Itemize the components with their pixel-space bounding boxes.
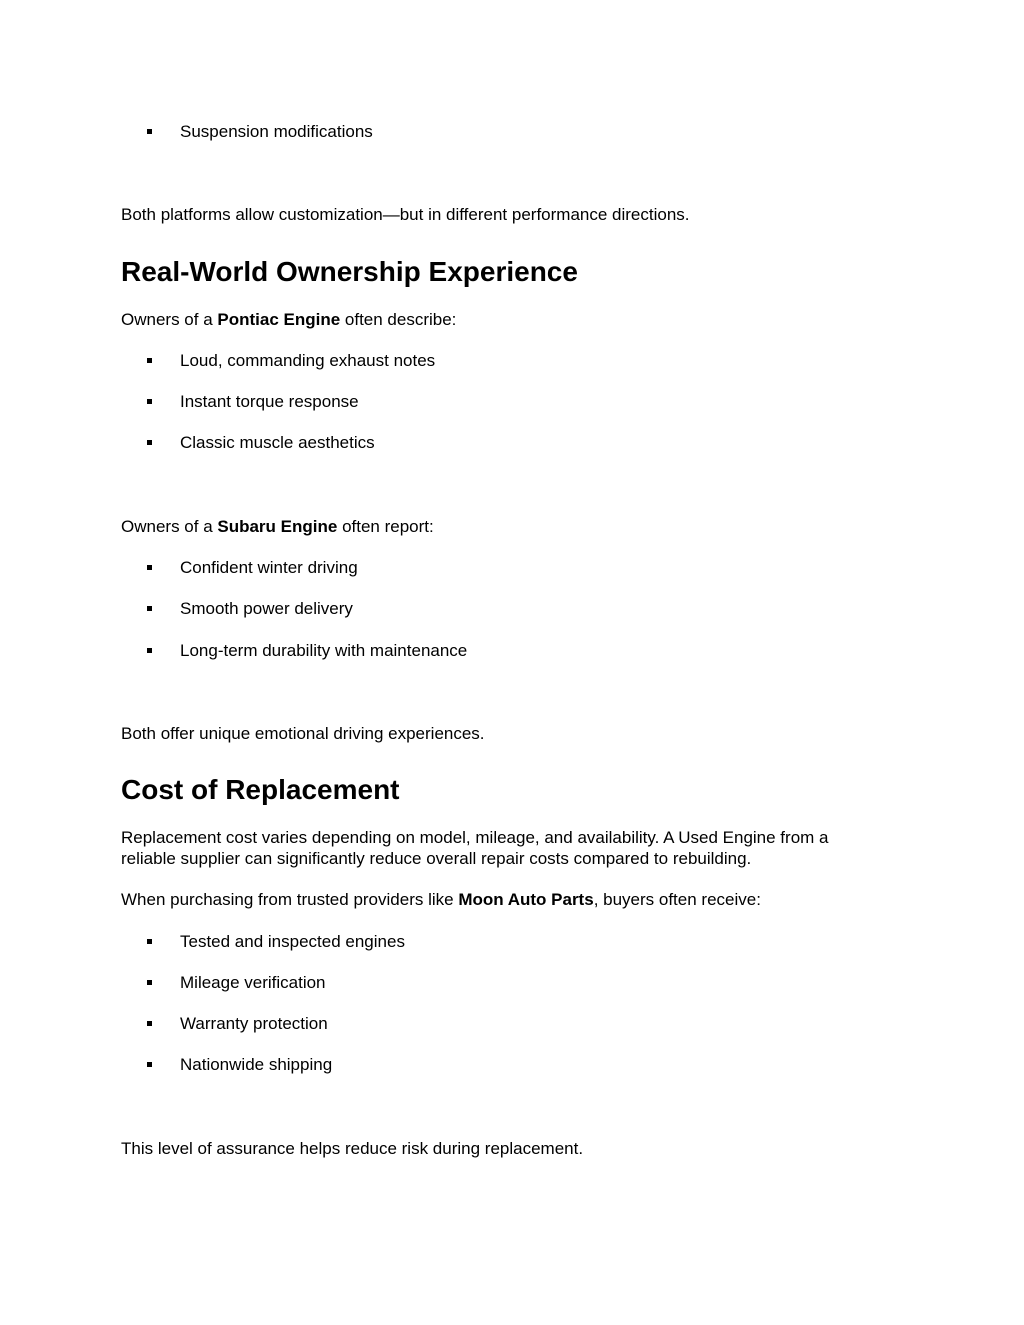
bullet-icon: [147, 399, 152, 404]
bullet-icon: [147, 980, 152, 985]
bullet-icon: [147, 1062, 152, 1067]
bullet-icon: [147, 939, 152, 944]
list-item: Warranty protection: [147, 1013, 328, 1034]
paragraph: reliable supplier can significantly reduce overall repair costs compared to rebuilding.: [121, 849, 752, 868]
paragraph: This level of assurance helps reduce risk during replacement.: [121, 1139, 584, 1158]
paragraph: Owners of a Subaru Engine often report:: [121, 517, 434, 536]
paragraph: Both platforms allow customization—but in different performance directions.: [121, 205, 690, 224]
list-item: Confident winter driving: [147, 557, 358, 578]
paragraph: When purchasing from trusted providers like Moon Auto Parts, buyers often receive:: [121, 890, 761, 909]
list-item: Tested and inspected engines: [147, 931, 405, 952]
list-item: Mileage verification: [147, 972, 326, 993]
list-item: Suspension modifications: [147, 121, 373, 142]
bullet-icon: [147, 1021, 152, 1026]
list-item: Loud, commanding exhaust notes: [147, 350, 435, 371]
bullet-icon: [147, 606, 152, 611]
paragraph: Replacement cost varies depending on model, mileage, and availability. A Used Engine from a: [121, 828, 829, 847]
section-heading: Real-World Ownership Experience: [121, 256, 578, 287]
bullet-icon: [147, 129, 152, 134]
bullet-icon: [147, 440, 152, 445]
list-item: Long-term durability with maintenance: [147, 640, 467, 661]
bullet-icon: [147, 358, 152, 363]
bullet-icon: [147, 648, 152, 653]
list-item: Nationwide shipping: [147, 1054, 332, 1075]
paragraph: Both offer unique emotional driving experiences.: [121, 724, 485, 743]
list-item: Classic muscle aesthetics: [147, 432, 375, 453]
bullet-icon: [147, 565, 152, 570]
paragraph: Owners of a Pontiac Engine often describe:: [121, 310, 457, 329]
section-heading: Cost of Replacement: [121, 774, 400, 805]
list-item: Smooth power delivery: [147, 598, 353, 619]
list-item: Instant torque response: [147, 391, 359, 412]
